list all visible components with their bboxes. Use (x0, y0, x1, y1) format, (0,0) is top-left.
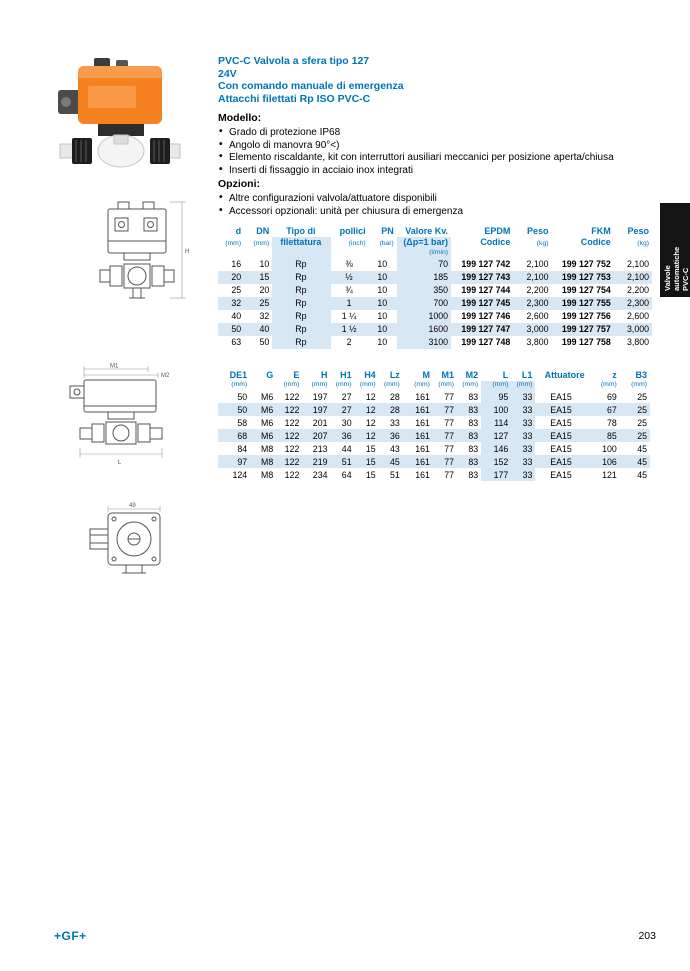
table-cell: 97 (237, 456, 248, 467)
table-cell: 10 (377, 337, 388, 347)
col-header: Codice (580, 237, 611, 248)
table-cell: ¾ (345, 285, 353, 295)
col-unit: (mm) (511, 381, 535, 390)
title-line: 24V (218, 67, 237, 80)
table-cell: 15 (365, 443, 376, 454)
table-cell: 3,800 (626, 337, 649, 347)
dim-label-m2: M2 (161, 373, 170, 379)
table-cell: 77 (444, 430, 455, 441)
table-cell: 25 (637, 391, 647, 402)
table-cell: 3,800 (526, 337, 549, 347)
table-cell: EA15 (550, 456, 572, 467)
table-cell: 1600 (397, 323, 451, 336)
table-cell: 27 (341, 391, 352, 402)
col-unit: (kg) (637, 239, 649, 247)
table-cell: 177 (481, 468, 511, 481)
col-header: G (266, 370, 274, 380)
table-cell: 2,300 (626, 298, 649, 308)
table-cell: ⅜ (345, 259, 353, 269)
table-cell: 77 (444, 391, 455, 402)
table-cell: 70 (397, 258, 451, 271)
table-cell: 83 (468, 469, 479, 480)
table-cell: 25 (637, 404, 647, 415)
table-cell: Rp (272, 323, 330, 336)
table-cell: Rp (272, 297, 330, 310)
table-row (218, 271, 652, 284)
table-cell: 15 (259, 272, 270, 282)
table-cell: 25 (259, 298, 270, 308)
table-cell: 45 (637, 443, 647, 454)
ordering-table-header (218, 226, 652, 258)
tab-line: automatiche (672, 246, 681, 291)
table-cell: 152 (481, 455, 511, 468)
col-unit: (mm) (311, 381, 328, 389)
table-cell: 10 (377, 259, 388, 269)
col-unit: (mm) (359, 381, 376, 389)
tab-line: PVC-C (681, 267, 690, 291)
table-cell: 51 (341, 456, 352, 467)
table-cell: 213 (312, 443, 328, 454)
table-cell: 10 (377, 285, 388, 295)
table-cell: 30 (341, 417, 352, 428)
col-unit: (mm) (283, 381, 300, 389)
list-item: • Grado di protezione IP68 (218, 127, 652, 140)
col-unit: (mm) (335, 381, 352, 389)
col-header: Peso (627, 226, 649, 236)
table-cell: 33 (511, 468, 535, 481)
table-cell: 199 127 757 (561, 324, 611, 334)
top-view-drawing (78, 500, 198, 598)
dimensions-table-header (218, 370, 650, 390)
table-cell: 83 (468, 404, 479, 415)
chapter-tab (660, 203, 690, 297)
table-cell: 33 (511, 442, 535, 455)
table-cell: 124 (232, 469, 248, 480)
dim-label-l: L (118, 460, 122, 466)
col-header: z (612, 370, 617, 380)
table-cell: 106 (602, 456, 617, 467)
page-number: 203 (638, 930, 656, 942)
table-cell: 45 (637, 469, 647, 480)
chapter-tab-label (661, 203, 690, 297)
table-cell: 161 (415, 417, 430, 428)
col-header: L1 (521, 370, 533, 380)
table-cell: 33 (511, 416, 535, 429)
col-header: pollici (339, 226, 366, 236)
table-cell: 63 (231, 337, 242, 347)
table-cell: EA15 (550, 430, 572, 441)
table-cell: 77 (444, 404, 455, 415)
table-cell: 1 ¼ (341, 311, 357, 321)
table-cell: 350 (397, 284, 451, 297)
col-header: M2 (465, 370, 479, 380)
col-unit: (inch) (348, 239, 366, 247)
table-cell: Rp (272, 336, 330, 349)
title-line: PVC-C Valvola a sfera tipo 127 (218, 55, 370, 67)
product-title (218, 55, 650, 105)
table-cell: 25 (231, 285, 242, 295)
table-cell: 15 (365, 456, 376, 467)
table-cell: 197 (312, 391, 328, 402)
table-cell: 95 (481, 390, 511, 403)
table-cell: 2,100 (526, 272, 549, 282)
col-unit (614, 249, 652, 258)
col-header: M (422, 370, 430, 380)
table-cell: 2,300 (526, 298, 549, 308)
table-cell: 50 (259, 337, 270, 347)
table-cell: 20 (259, 285, 270, 295)
col-unit: (mm) (462, 381, 479, 389)
col-header: Codice (480, 237, 511, 248)
table-cell: 10 (377, 272, 388, 282)
col-unit (244, 249, 272, 258)
table-row (218, 455, 650, 468)
table-row (218, 442, 650, 455)
table-cell: 83 (468, 430, 479, 441)
table-cell: 2,200 (626, 285, 649, 295)
table-cell: M6 (261, 391, 274, 402)
table-cell: 199 127 743 (461, 272, 511, 282)
col-unit (552, 249, 614, 258)
table-cell: 161 (415, 391, 430, 402)
table-cell: 146 (481, 442, 511, 455)
table-cell: 45 (637, 456, 647, 467)
table-row (218, 403, 650, 416)
table-cell: 28 (390, 404, 400, 415)
table-cell: 1 ½ (341, 324, 357, 334)
table-cell: 40 (231, 311, 242, 321)
table-cell: 122 (284, 456, 300, 467)
col-unit (535, 381, 587, 390)
gf-logo: +GF+ (54, 929, 87, 943)
col-unit: (mm) (383, 381, 400, 389)
col-header: Peso (526, 226, 549, 236)
table-cell: 68 (237, 430, 248, 441)
list-item: • Inserti di fissaggio in acciaio inox integrati (218, 165, 652, 178)
list-item: • Elemento riscaldante, kit con interruttori ausiliari meccanici per posizione aperta/chiusa (218, 152, 652, 165)
table-cell: Rp (272, 258, 330, 271)
col-header: B3 (635, 370, 647, 380)
dim-label-49: 49 (129, 503, 136, 509)
table-cell: EA15 (550, 404, 572, 415)
col-unit: (mm) (600, 381, 617, 389)
table-cell: 199 127 744 (461, 285, 511, 295)
table-cell: 84 (237, 443, 248, 454)
col-unit: (mm) (438, 381, 455, 389)
table-cell: 219 (312, 456, 328, 467)
table-cell: 12 (365, 417, 376, 428)
table-cell: 83 (468, 391, 479, 402)
table-cell: 197 (312, 404, 328, 415)
table-cell: 2,100 (526, 259, 549, 269)
col-unit (369, 249, 397, 258)
title-line: Con comando manuale di emergenza (218, 80, 404, 92)
table-cell: 69 (606, 391, 617, 402)
table-cell: 199 127 748 (461, 337, 511, 347)
table-cell: 161 (415, 456, 430, 467)
table-cell: 1 (346, 298, 352, 308)
table-cell: 199 127 755 (561, 298, 611, 308)
table-cell: 10 (377, 324, 388, 334)
ordering-table-body (218, 258, 652, 349)
col-unit (218, 249, 244, 258)
table-cell: 122 (284, 469, 300, 480)
table-cell: 12 (365, 404, 376, 415)
table-cell: 15 (365, 469, 376, 480)
opzioni-list (218, 193, 652, 218)
table-cell: 199 127 752 (561, 259, 611, 269)
table-cell: 122 (284, 391, 300, 402)
table-cell: 64 (341, 469, 352, 480)
col-header: Lz (389, 370, 400, 380)
table-cell: 10 (377, 311, 388, 321)
opzioni-section (218, 178, 652, 218)
table-cell: 83 (468, 443, 479, 454)
table-cell: 199 127 742 (461, 259, 511, 269)
table-cell: 77 (444, 456, 455, 467)
table-cell: EA15 (550, 391, 572, 402)
col-header: H4 (364, 370, 376, 380)
modello-list (218, 127, 652, 177)
list-item: • Angolo di manovra 90°<) (218, 140, 652, 153)
table-cell: M6 (261, 404, 274, 415)
table-cell: 77 (444, 469, 455, 480)
table-cell: 33 (511, 390, 535, 403)
col-unit (272, 249, 330, 258)
table-row (218, 284, 652, 297)
table-cell: 27 (341, 404, 352, 415)
table-cell: 199 127 747 (461, 324, 511, 334)
table-cell: M8 (261, 443, 274, 454)
table-row (218, 468, 650, 481)
table-row (218, 297, 652, 310)
table-cell: ½ (345, 272, 353, 282)
table-cell: 121 (602, 469, 617, 480)
table-cell: 161 (415, 430, 430, 441)
table-cell: 28 (390, 391, 400, 402)
table-cell: 122 (284, 430, 300, 441)
table-cell: 43 (390, 443, 400, 454)
col-header: DE1 (229, 370, 248, 380)
col-unit (250, 381, 276, 390)
table-cell: 44 (341, 443, 352, 454)
table-cell: 3,000 (526, 324, 549, 334)
table-cell: 40 (259, 324, 270, 334)
col-unit: (mm) (225, 239, 242, 247)
table-cell: 33 (511, 403, 535, 416)
table-cell: 199 127 746 (461, 311, 511, 321)
list-item: • Altre configurazioni valvola/attuatore disponibili (218, 193, 652, 206)
tab-line: Valvole (663, 265, 672, 291)
dim-label-h: H (185, 249, 190, 255)
table-cell: 1000 (397, 310, 451, 323)
table-cell: 85 (606, 430, 617, 441)
col-unit: (l/min) (397, 249, 451, 258)
col-header: E (293, 370, 300, 380)
table-row (218, 310, 652, 323)
table-cell: 78 (606, 417, 617, 428)
table-row (218, 258, 652, 271)
table-cell: 199 127 756 (561, 311, 611, 321)
col-header: FKM (591, 226, 611, 236)
col-unit: (mm) (481, 381, 511, 390)
front-view-drawing (88, 198, 192, 363)
table-cell: 3100 (397, 336, 451, 349)
table-cell: 122 (284, 404, 300, 415)
table-cell: 161 (415, 443, 430, 454)
table-cell: 127 (481, 429, 511, 442)
table-cell: Rp (272, 310, 330, 323)
col-header: PN (381, 226, 394, 236)
table-cell: 33 (511, 429, 535, 442)
table-cell: 83 (468, 456, 479, 467)
table-cell: 33 (390, 417, 400, 428)
dimensions-table-body (218, 390, 650, 481)
product-photo (54, 52, 186, 182)
table-cell: EA15 (550, 443, 572, 454)
col-unit: (mm) (631, 381, 647, 389)
col-unit (451, 249, 513, 258)
table-cell: 122 (284, 417, 300, 428)
opzioni-label: Opzioni: (218, 178, 260, 190)
table-cell: Rp (272, 271, 330, 284)
col-header: filettatura (272, 237, 330, 248)
table-cell: 58 (237, 417, 248, 428)
dimensions-table (218, 370, 650, 481)
dim-label-m1: M1 (110, 363, 119, 370)
table-cell: 161 (415, 404, 430, 415)
table-cell: EA15 (550, 417, 572, 428)
table-cell: 51 (390, 469, 400, 480)
col-unit: (mm) (231, 381, 248, 389)
table-cell: 25 (637, 417, 647, 428)
table-row (218, 416, 650, 429)
table-cell: 2,600 (626, 311, 649, 321)
col-header: EPDM (484, 226, 511, 236)
table-cell: 20 (231, 272, 242, 282)
table-cell: EA15 (550, 469, 572, 480)
title-line: Attacchi filettati Rp ISO PVC-C (218, 92, 371, 105)
table-cell: 207 (312, 430, 328, 441)
table-cell: 185 (397, 271, 451, 284)
table-cell: 2,600 (526, 311, 549, 321)
modello-label: Modello: (218, 112, 262, 124)
col-unit: (bar) (379, 239, 394, 247)
table-cell: 50 (231, 324, 242, 334)
table-cell: 234 (312, 469, 328, 480)
table-cell: 199 127 758 (561, 337, 611, 347)
table-row (218, 323, 652, 336)
table-cell: 199 127 745 (461, 298, 511, 308)
list-item: • Accessori opzionali: unità per chiusura di emergenza (218, 206, 652, 219)
table-cell: 12 (365, 430, 376, 441)
table-cell: M8 (261, 469, 274, 480)
table-cell: 50 (237, 404, 248, 415)
table-cell: 36 (341, 430, 352, 441)
table-cell: 2,100 (626, 259, 649, 269)
table-cell: 114 (481, 416, 511, 429)
table-cell: 25 (637, 430, 647, 441)
table-cell: 32 (259, 311, 270, 321)
table-row (218, 336, 652, 349)
table-cell: 16 (231, 259, 242, 269)
table-cell: 77 (444, 443, 455, 454)
table-cell: M8 (261, 456, 274, 467)
table-cell: 700 (397, 297, 451, 310)
table-row (218, 429, 650, 442)
col-header: DN (256, 226, 270, 236)
table-cell: 2,200 (526, 285, 549, 295)
modello-section (218, 112, 652, 177)
col-header: Tipo di (286, 226, 316, 236)
col-header: H (320, 370, 328, 380)
ordering-table (218, 226, 652, 349)
table-cell: 67 (606, 404, 617, 415)
table-cell: 32 (231, 298, 242, 308)
table-cell: 199 127 753 (561, 272, 611, 282)
col-header: M1 (441, 370, 455, 380)
table-cell: 199 127 754 (561, 285, 611, 295)
table-cell: Rp (272, 284, 330, 297)
col-unit (513, 249, 551, 258)
table-cell: 45 (390, 456, 400, 467)
table-cell: 3,000 (626, 324, 649, 334)
col-header: Attuatore (544, 370, 585, 380)
col-unit: (mm) (414, 381, 430, 389)
actuated-valve-photo (54, 52, 186, 182)
col-unit: (kg) (536, 239, 549, 247)
col-header: H1 (340, 370, 352, 380)
table-cell: 100 (481, 403, 511, 416)
table-cell: 100 (602, 443, 617, 454)
table-cell: 77 (444, 417, 455, 428)
table-cell: 50 (237, 391, 248, 402)
col-unit: (mm) (253, 239, 270, 247)
table-cell: 2,100 (626, 272, 649, 282)
col-header: L (502, 370, 509, 380)
table-cell: 10 (377, 298, 388, 308)
table-cell: 83 (468, 417, 479, 428)
table-cell: 33 (511, 455, 535, 468)
table-row (218, 390, 650, 403)
table-cell: 161 (415, 469, 430, 480)
col-header: Valore Kv. (405, 226, 449, 236)
side-view-drawing (60, 362, 200, 474)
table-cell: 201 (312, 417, 328, 428)
table-cell: 12 (365, 391, 376, 402)
col-unit (331, 249, 369, 258)
table-cell: 10 (259, 259, 270, 269)
table-cell: M6 (261, 417, 274, 428)
col-header: (Δp=1 bar) (397, 237, 451, 248)
col-header: d (235, 226, 242, 236)
table-cell: 36 (390, 430, 400, 441)
table-cell: 2 (346, 337, 352, 347)
table-cell: 122 (284, 443, 300, 454)
table-cell: M6 (261, 430, 274, 441)
